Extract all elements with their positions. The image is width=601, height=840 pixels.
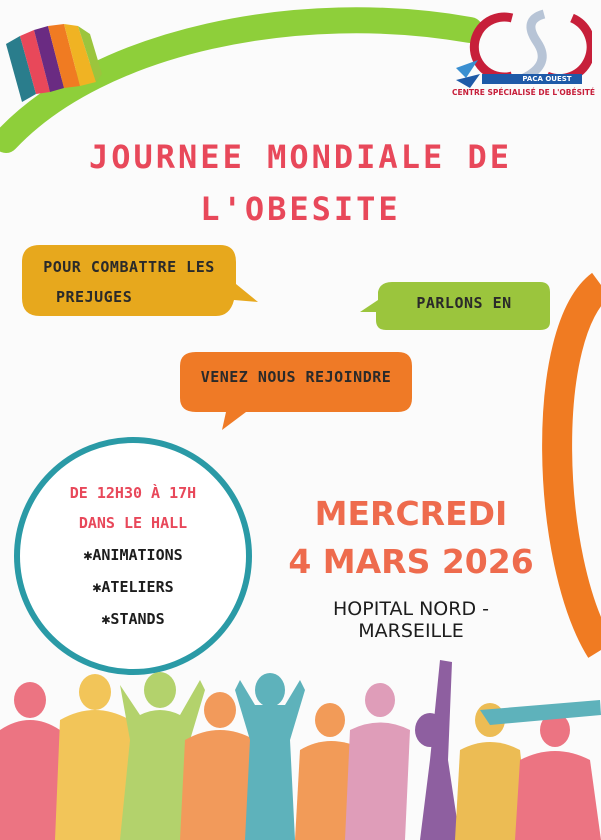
event-date: 4 MARS 2026 bbox=[288, 542, 534, 581]
bubble-prejuges-line-2: PREJUGES bbox=[56, 288, 133, 306]
bubble-rejoindre: VENEZ NOUS REJOINDRE bbox=[200, 368, 392, 386]
event-day: MERCREDI bbox=[314, 494, 508, 533]
page-title-line-2: L'OBESITE bbox=[200, 190, 401, 228]
event-place: HOPITAL NORD - MARSEILLE bbox=[333, 598, 489, 642]
schedule-item-animations: ✱ANIMATIONS bbox=[83, 546, 183, 564]
schedule-item-stands: ✱STANDS bbox=[101, 610, 165, 628]
cso-region: PACA OUEST bbox=[522, 75, 572, 83]
schedule-location: DANS LE HALL bbox=[78, 514, 188, 532]
cso-subtitle: CENTRE SPÉCIALISÉ DE L'OBÉSITÉ bbox=[452, 88, 596, 97]
page-title-line-1: JOURNEE MONDIALE DE bbox=[88, 138, 513, 176]
bubble-prejuges-line-1: POUR COMBATTRE LES bbox=[43, 258, 215, 276]
schedule-time: DE 12H30 À 17H bbox=[69, 484, 197, 502]
schedule-item-ateliers: ✱ATELIERS bbox=[92, 578, 174, 596]
people-silhouettes-illustration bbox=[0, 660, 601, 840]
bubble-parlons: PARLONS EN bbox=[416, 294, 512, 312]
